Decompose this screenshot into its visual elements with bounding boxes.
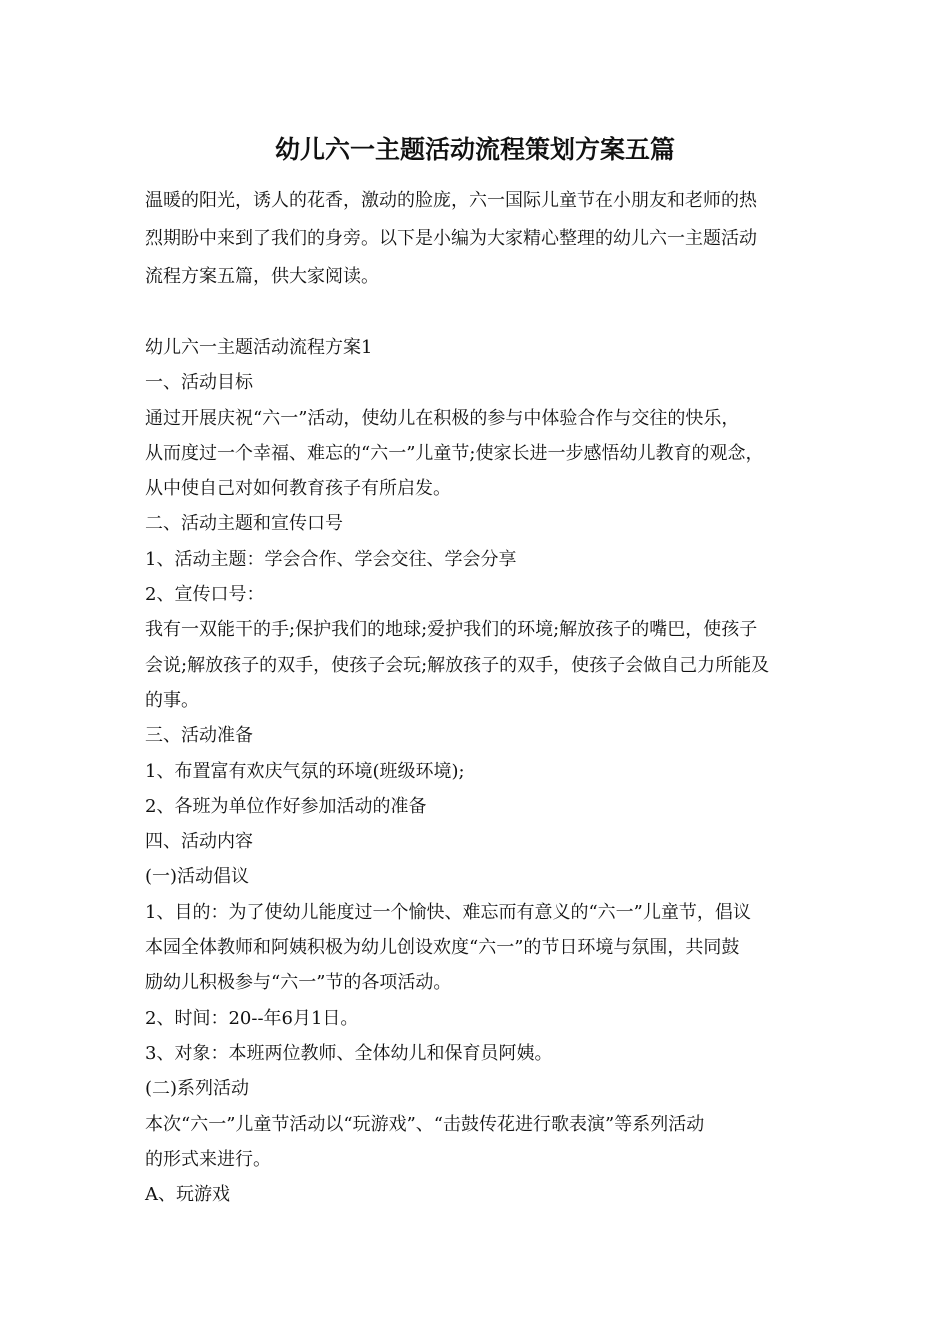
document-body (145, 330, 825, 1212)
section-heading: 幼儿六一主题活动流程方案1 (145, 337, 373, 358)
body-line: 通过开展庆祝“六一”活动，使幼儿在积极的参与中体验合作与交往的快乐， (145, 407, 740, 429)
subsection-heading: 四、活动内容 (145, 831, 253, 853)
body-line: 的形式来进行。 (145, 1148, 271, 1170)
body-line: 的事。 (145, 689, 199, 711)
body-line: 2、时间：20--年6月1日。 (145, 1007, 359, 1029)
body-line: 会说;解放孩子的双手，使孩子会玩;解放孩子的双手，使孩子会做自己力所能及 (145, 654, 770, 676)
subsection-heading: 三、活动准备 (145, 725, 253, 747)
intro-line: 温暖的阳光，诱人的花香，激动的脸庞，六一国际儿童节在小朋友和老师的热 (145, 190, 757, 211)
body-line: 从中使自己对如何教育孩子有所启发。 (145, 478, 451, 500)
document-title: 幼儿六一主题活动流程策划方案五篇 (274, 135, 675, 164)
body-line: 1、活动主题：学会合作、学会交往、学会分享 (145, 548, 517, 570)
body-line: 从而度过一个幸福、难忘的“六一”儿童节;使家长进一步感悟幼儿教育的观念， (145, 442, 764, 464)
body-line: 2、宣传口号： (145, 584, 265, 606)
subsection-heading: (二)系列活动 (145, 1078, 250, 1100)
subsection-heading: 一、活动目标 (145, 372, 253, 394)
body-line: 1、目的：为了使幼儿能度过一个愉快、难忘而有意义的“六一”儿童节，倡议 (145, 901, 751, 923)
body-line: 本次“六一”儿童节活动以“玩游戏”、“击鼓传花进行歌表演”等系列活动 (145, 1113, 705, 1135)
subsection-heading: A、玩游戏 (145, 1184, 230, 1206)
body-line: 本园全体教师和阿姨积极为幼儿创设欢度“六一”的节日环境与氛围，共同鼓 (145, 937, 740, 959)
body-line: 励幼儿积极参与“六一”节的各项活动。 (145, 972, 452, 994)
body-line: 我有一双能干的手;保护我们的地球;爱护我们的环境;解放孩子的嘴巴，使孩子 (145, 619, 758, 641)
body-line: 2、各班为单位作好参加活动的准备 (145, 795, 427, 817)
intro-line: 烈期盼中来到了我们的身旁。以下是小编为大家精心整理的幼儿六一主题活动 (145, 228, 757, 249)
intro-line: 流程方案五篇，供大家阅读。 (145, 266, 379, 287)
subsection-heading: (一)活动倡议 (145, 866, 250, 888)
subsection-heading: 二、活动主题和宣传口号 (145, 513, 343, 535)
body-line: 3、对象：本班两位教师、全体幼儿和保育员阿姨。 (145, 1042, 553, 1064)
intro-paragraph (145, 182, 820, 296)
body-line: 1、布置富有欢庆气氛的环境(班级环境); (145, 760, 465, 782)
